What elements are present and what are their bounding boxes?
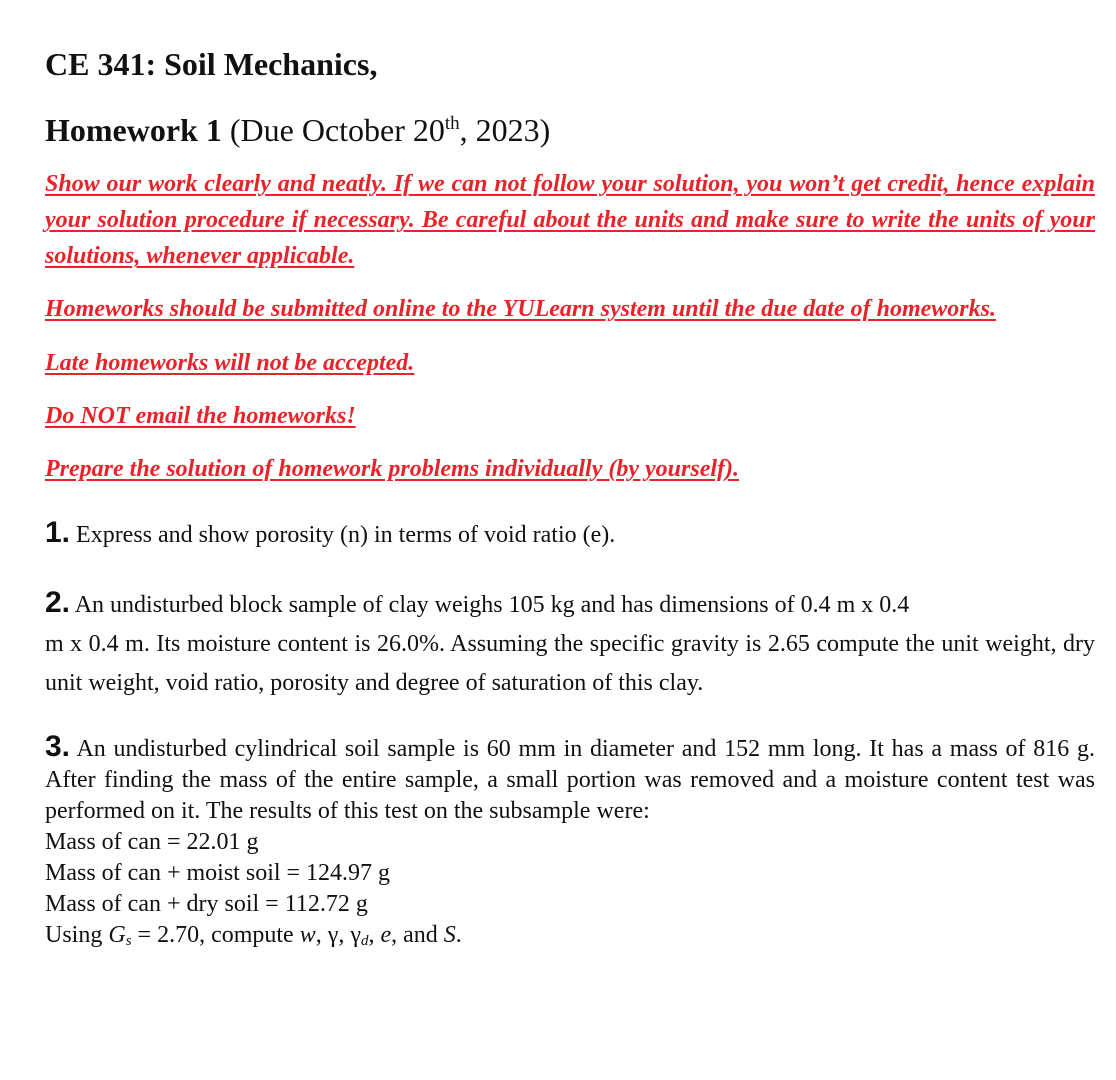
problem-3-text: An undisturbed cylindrical soil sample is 60 mm in diameter and 152 mm long. It has a mass of 816 g. After finding the mass of the entire sample, a small portion was removed and a moisture content test was performed on it. The results of this test on the subsample were: <box>45 736 1095 824</box>
due-date-prefix: (Due October 20 <box>229 112 445 148</box>
homework-title <box>45 106 1095 154</box>
notice-late: Late homeworks will not be accepted. <box>45 350 415 376</box>
symbol-e: e <box>380 922 392 948</box>
notice-submit-online: Homeworks should be submitted online to the YULearn system until the due date of homeworks. <box>45 296 996 322</box>
problem-2-number: 2. <box>45 586 71 619</box>
result-can-dry-soil: Mass of can + dry soil = 112.72 g <box>45 891 368 917</box>
problem-3-compute <box>45 920 1095 957</box>
end-period: . <box>455 922 462 948</box>
symbol-gamma-d: γ <box>350 922 361 948</box>
problem-2-text-line1: An undisturbed block sample of clay weighs 105 kg and has dimensions of 0.4 m x 0.4 <box>74 592 910 618</box>
symbol-gamma: γ <box>327 922 339 948</box>
problem-3-number: 3. <box>45 730 71 763</box>
separator-3: , <box>368 922 381 948</box>
notice-individual: Prepare the solution of homework problems individually (by yourself). <box>45 456 739 482</box>
notice-show-work: Show our work clearly and neatly. If we can not follow your solution, you won’t get credit, hence explain your solution procedure if necessary. Be careful about the units and make sure to write the units of your solutions, whenever applicable. <box>45 171 1095 269</box>
result-can-moist-soil: Mass of can + moist soil = 124.97 g <box>45 860 391 886</box>
problem-3 <box>45 731 1095 957</box>
and-word: and <box>403 922 438 948</box>
gs-value: = 2.70, compute <box>131 922 300 948</box>
problem-1-number: 1. <box>45 516 71 549</box>
gs-symbol: G <box>108 922 126 948</box>
course-title: CE 341: Soil Mechanics, <box>45 46 378 82</box>
due-date-suffix: , 2023) <box>459 112 551 148</box>
homework-page <box>45 40 1095 957</box>
problem-3-statement <box>45 731 1095 827</box>
result-can-mass: Mass of can = 22.01 g <box>45 829 259 855</box>
gamma-d-subscript: d <box>360 933 369 949</box>
separator-4: , <box>391 922 404 948</box>
notice-no-email: Do NOT email the homeworks! <box>45 403 356 429</box>
problem-1-text: Express and show porosity (n) in terms of void ratio (e). <box>76 522 616 548</box>
problem-1 <box>45 513 1095 555</box>
separator-2: , <box>338 922 351 948</box>
separator-1: , <box>315 922 328 948</box>
symbol-s: S <box>443 922 456 948</box>
symbol-w: w <box>299 922 316 948</box>
problem-2 <box>45 583 1095 703</box>
using-prefix: Using <box>45 922 109 948</box>
due-date-superscript: th <box>444 113 460 134</box>
gs-subscript: s <box>125 933 132 949</box>
homework-label: Homework 1 <box>45 112 222 148</box>
problem-2-text-rest: m x 0.4 m. Its moisture content is 26.0%. Assuming the specific gravity is 2.65 compute the unit weight, dry unit weight, void ratio, porosity and degree of saturation of this clay. <box>45 631 1095 696</box>
